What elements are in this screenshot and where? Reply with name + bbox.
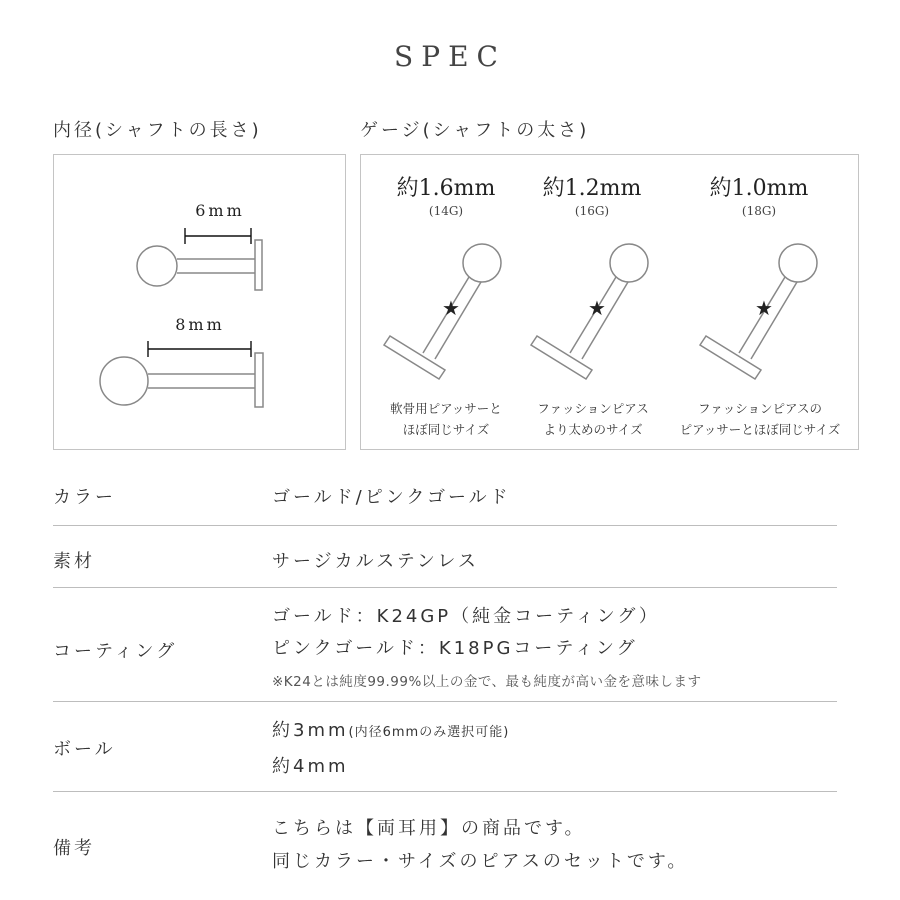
flat-back-small (255, 240, 262, 290)
spec-row-remarks (53, 792, 837, 882)
spec-key-color: カラー (53, 487, 116, 508)
spec-value-coating-pinkgold: ピンクゴールド：K18PGコーティング (272, 638, 638, 659)
gauge-note-line: ファッションピアスの (697, 401, 822, 416)
shaft-length-diagram (54, 155, 347, 451)
gauge-note-line: ピアッサーとほぼ同じサイズ (679, 422, 841, 437)
gauge-note-18g (670, 398, 850, 440)
spec-value-coating-gold: ゴールド：K24GP（純金コーティング） (272, 606, 660, 627)
gauge-code-18g: (18G) (741, 204, 777, 218)
flat-back-large (255, 353, 263, 407)
ball-size-3mm-note: (内径6mmのみ選択可能) (348, 725, 510, 740)
star-icon: ★ (755, 296, 773, 320)
length-label-6mm: 6mm (195, 201, 245, 220)
spec-row-coating (53, 588, 837, 702)
gauge-heading: ゲージ(シャフトの太さ) (360, 120, 590, 141)
star-icon: ★ (588, 296, 606, 320)
spec-value-remarks-line2: 同じカラー・サイズのピアスのセットです。 (272, 851, 689, 872)
ball-large (100, 357, 148, 405)
page-title: SPEC (394, 40, 506, 73)
spec-key-coating: コーティング (53, 641, 178, 662)
star-icon: ★ (442, 296, 460, 320)
gauge-size-16g: 約1.2mm (542, 176, 642, 201)
spec-row-material (53, 526, 837, 588)
ball-small (137, 246, 177, 286)
spec-row-ball (53, 702, 837, 792)
length-label-8mm: 8mm (175, 315, 225, 334)
gauge-size-18g: 約1.0mm (709, 176, 809, 201)
inner-diameter-panel (53, 154, 346, 450)
inner-diameter-heading: 内径(シャフトの長さ) (53, 120, 262, 141)
spec-value-ball-3mm (272, 716, 509, 742)
spec-key-material: 素材 (53, 551, 95, 572)
gauge-note-line: 軟骨用ピアッサーと (390, 401, 502, 416)
spec-value-ball-4mm: 約4mm (272, 756, 349, 777)
spec-value-color: ゴールド/ピンクゴールド (272, 487, 511, 508)
spec-note-coating: ※K24とは純度99.99%以上の金で、最も純度が高い金を意味します (272, 674, 702, 690)
spec-row-color (53, 456, 837, 526)
spec-table (53, 456, 837, 882)
spec-value-material: サージカルステンレス (272, 551, 479, 572)
gauge-note-line: ファッションピアス (537, 401, 649, 416)
gauge-note-line: ほぼ同じサイズ (402, 422, 490, 437)
spec-value-remarks-line1: こちらは【両耳用】の商品です。 (272, 818, 586, 839)
gauge-code-14g: (14G) (428, 204, 464, 218)
gauge-note-16g (503, 398, 683, 440)
ball-size-3mm: 約3mm (272, 720, 349, 741)
gauge-note-line: より太めのサイズ (543, 422, 643, 437)
gauge-size-14g: 約1.6mm (396, 176, 496, 201)
spec-key-ball: ボール (53, 739, 116, 760)
gauge-panel (360, 154, 859, 450)
gauge-code-16g: (16G) (574, 204, 610, 218)
spec-key-remarks: 備考 (53, 838, 95, 859)
